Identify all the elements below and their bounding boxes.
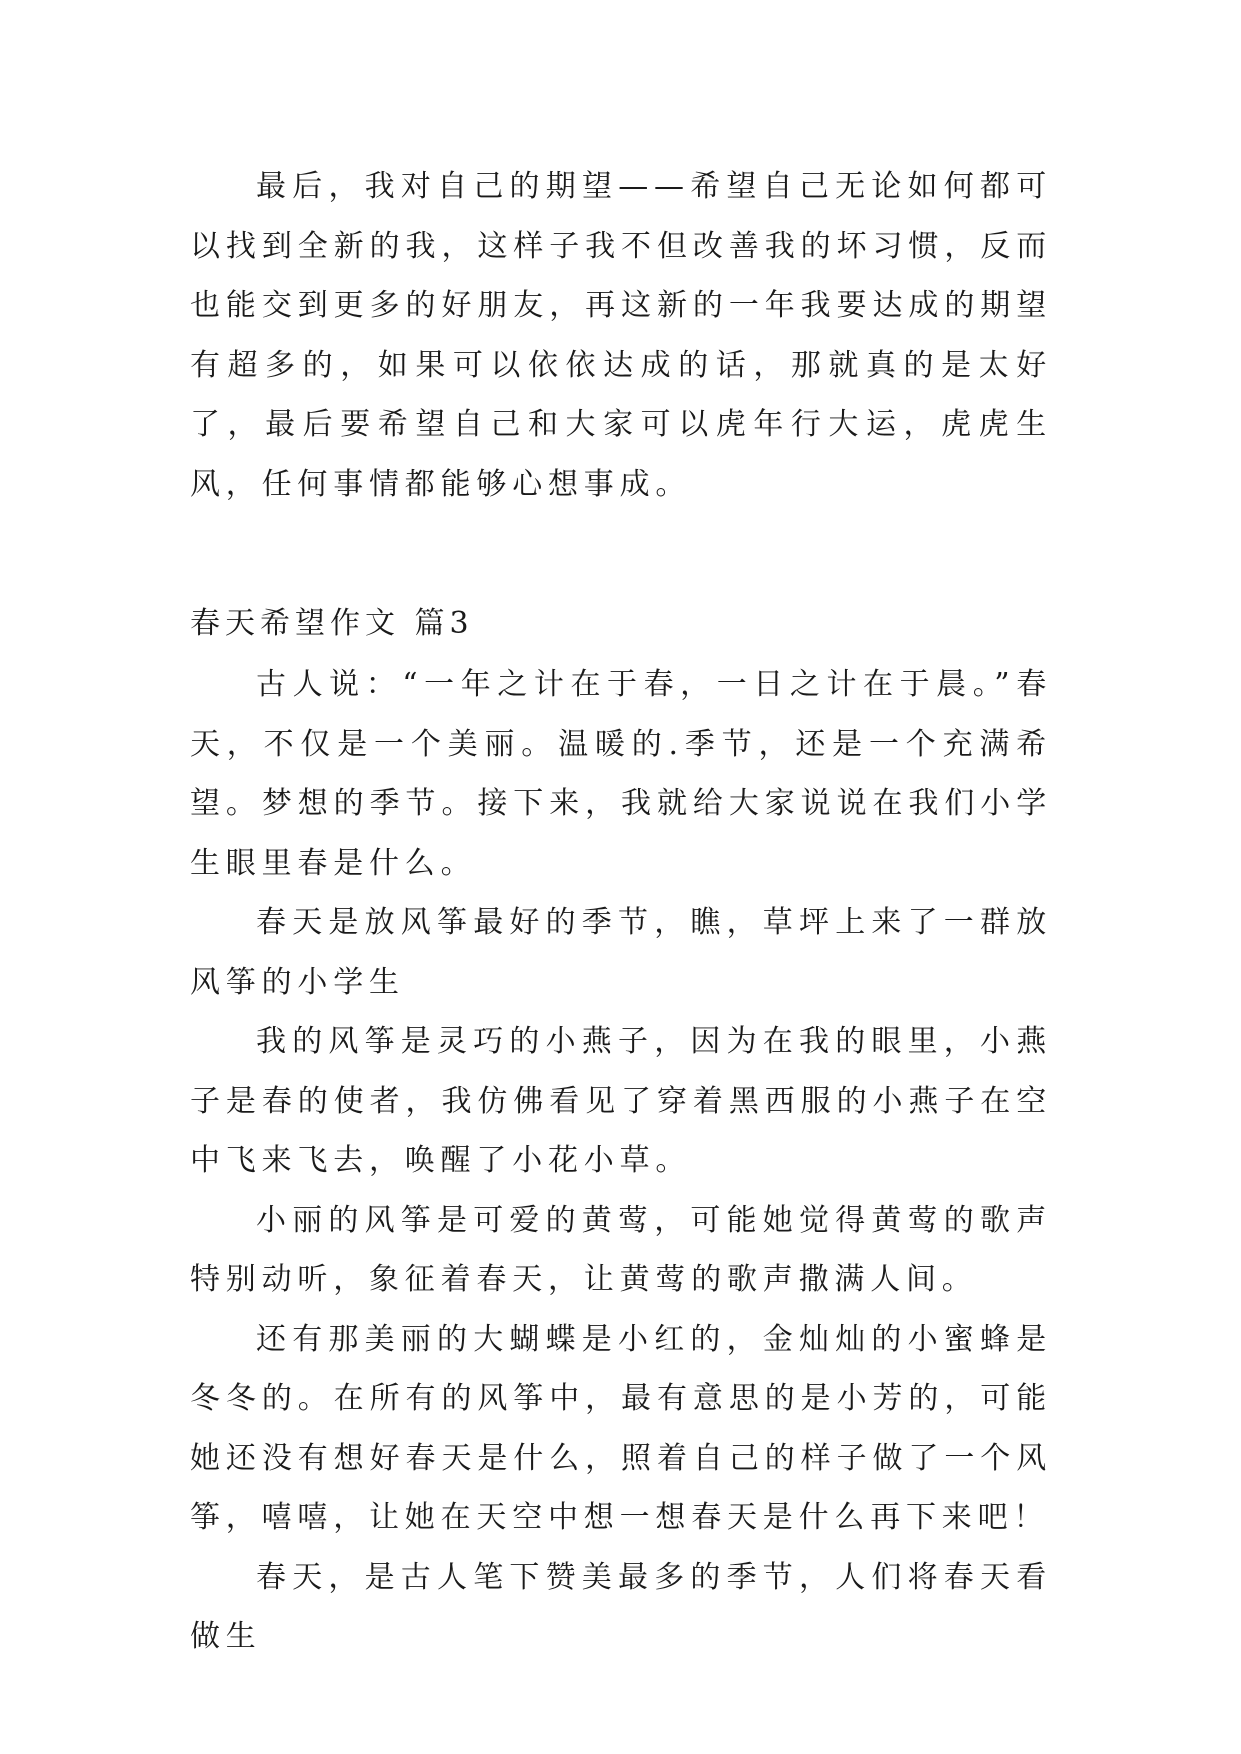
closing-paragraph: 最后，我对自己的期望——希望自己无论如何都可以找到全新的我，这样子我不但改善我的坏习惯，反而也能交到更多的好朋友，再这新的一年我要达成的期望有超多的，如果可以依依达成的话，那就真的是太好了，最后要希望自己和大家可以虎年行大运，虎虎生风，任何事情都能够心想事成。 bbox=[190, 169, 1052, 502]
document-page bbox=[190, 157, 1052, 1667]
paragraph-swallow-kite: 我的风筝是灵巧的小燕子，因为在我的眼里，小燕子是春的使者，我仿佛看见了穿着黑西服的小燕子在空中飞来飞去，唤醒了小花小草。 bbox=[190, 1024, 1052, 1178]
paragraph-kite-season: 春天是放风筝最好的季节，瞧，草坪上来了一群放风筝的小学生 bbox=[190, 905, 1052, 1000]
paragraph-spring-praise: 春天，是古人笔下赞美最多的季节，人们将春天看做生 bbox=[190, 1559, 1052, 1654]
section-heading: 春天希望作文 篇3 bbox=[190, 606, 474, 641]
paragraph-butterfly-bee-kites: 还有那美丽的大蝴蝶是小红的，金灿灿的小蜜蜂是冬冬的。在所有的风筝中，最有意思的是小芳的，可能她还没有想好春天是什么，照着自己的样子做了一个风筝，嘻嘻，让她在天空中想一想春天是什么再下来吧！ bbox=[190, 1321, 1052, 1535]
paragraph-oriole-kite: 小丽的风筝是可爱的黄莺，可能她觉得黄莺的歌声特别动听，象征着春天，让黄莺的歌声撒满人间。 bbox=[190, 1202, 1052, 1297]
paragraph-ancient-saying: 古人说：“一年之计在于春，一日之计在于晨。”春天，不仅是一个美丽。温暖的.季节，还是一个充满希望。梦想的季节。接下来，我就给大家说说在我们小学生眼里春是什么。 bbox=[190, 667, 1052, 881]
